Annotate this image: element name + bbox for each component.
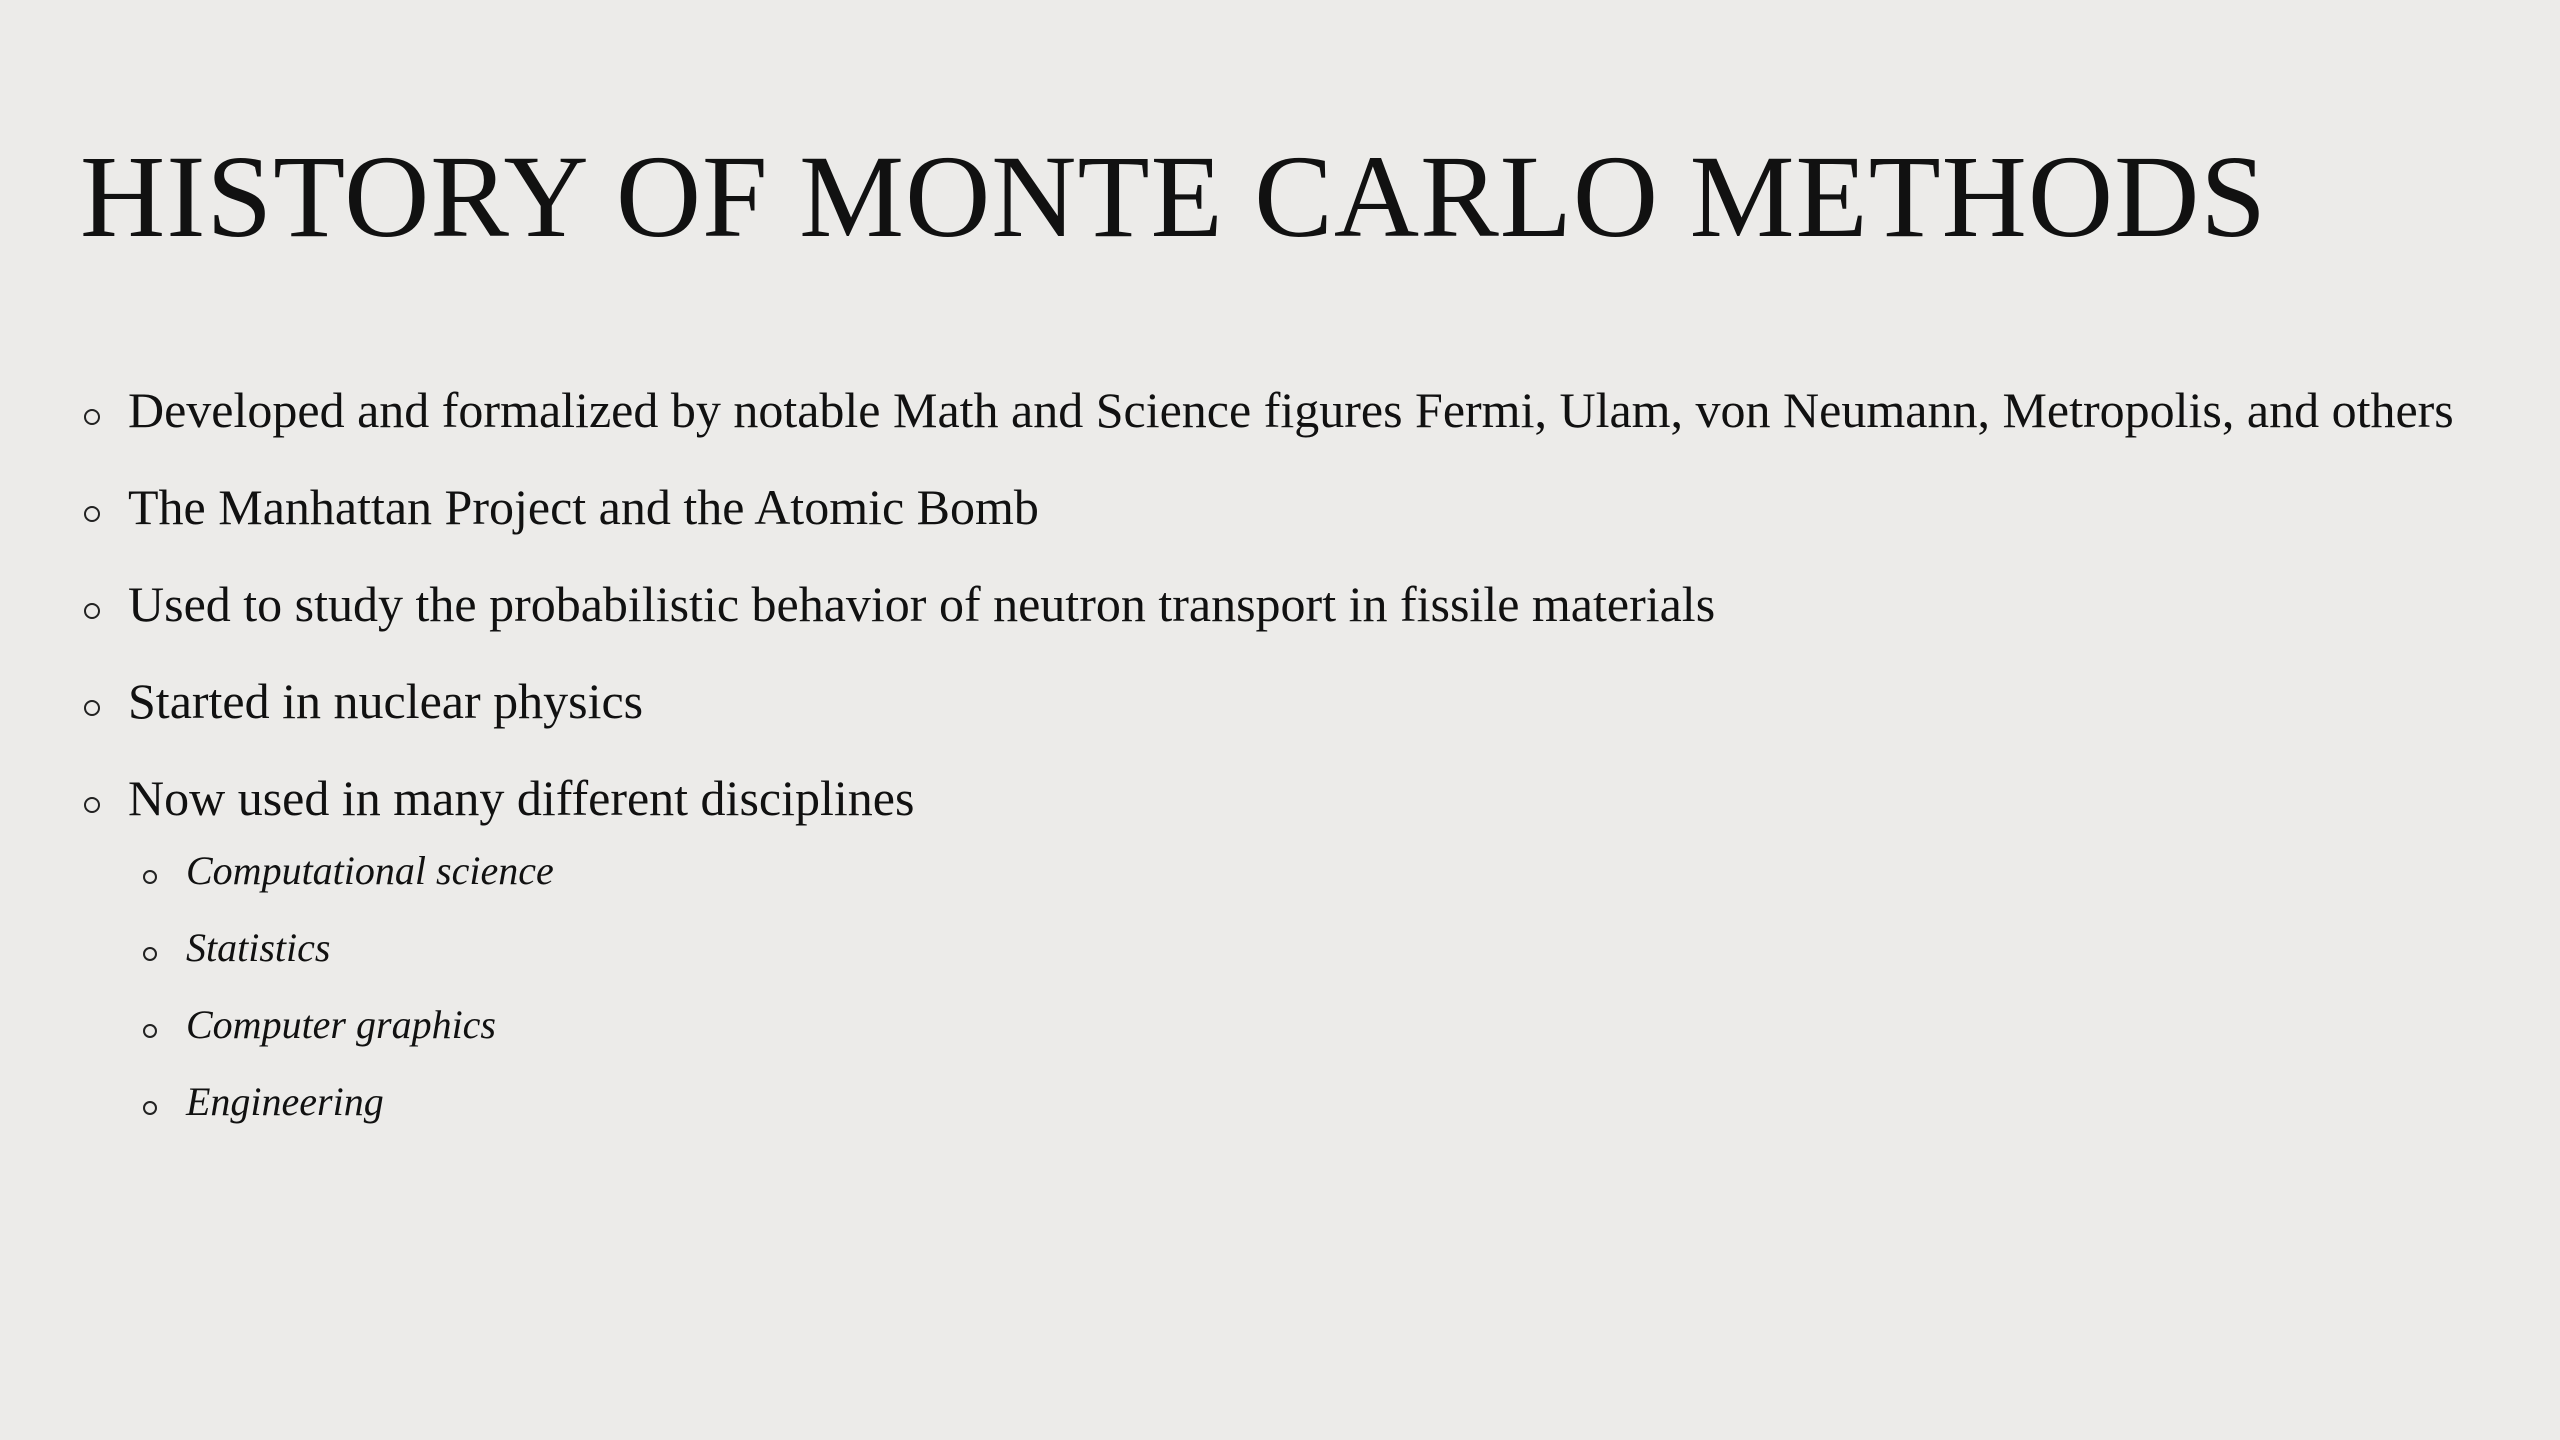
bullet-item	[80, 569, 2480, 639]
sub-bullet-item	[80, 1074, 2480, 1130]
bullet-text: Used to study the probabilistic behavior of neutron transport in fissile materials	[128, 576, 1716, 632]
sub-bullet-item	[80, 997, 2480, 1053]
sub-bullet-text: Engineering	[186, 1079, 384, 1124]
circle-bullet-icon	[84, 506, 100, 522]
circle-bullet-icon	[84, 797, 100, 813]
bullet-text: Developed and formalized by notable Math and Science figures Fermi, Ulam, von Neumann, Metropolis, and others	[128, 382, 2454, 438]
bullet-item	[80, 472, 2480, 542]
circle-bullet-icon	[84, 700, 100, 716]
circle-bullet-icon	[143, 947, 157, 961]
sub-bullet-text: Computer graphics	[186, 1002, 496, 1047]
circle-bullet-icon	[143, 1024, 157, 1038]
circle-bullet-icon	[84, 409, 100, 425]
bullet-item	[80, 666, 2480, 736]
sub-bullet-text: Computational science	[186, 848, 554, 893]
bullet-text: Now used in many different disciplines	[128, 770, 915, 826]
bullet-text: Started in nuclear physics	[128, 673, 644, 729]
slide-title: HISTORY OF MONTE CARLO METHODS	[80, 131, 2267, 262]
sub-bullet-item	[80, 843, 2480, 899]
sub-bullet-text: Statistics	[186, 925, 331, 970]
bullet-list	[80, 375, 2480, 1151]
circle-bullet-icon	[143, 870, 157, 884]
bullet-text: The Manhattan Project and the Atomic Bomb	[128, 479, 1039, 535]
bullet-item	[80, 375, 2480, 445]
bullet-item	[80, 763, 2480, 833]
circle-bullet-icon	[143, 1101, 157, 1115]
sub-bullet-list	[80, 843, 2480, 1130]
circle-bullet-icon	[84, 603, 100, 619]
sub-bullet-item	[80, 920, 2480, 976]
